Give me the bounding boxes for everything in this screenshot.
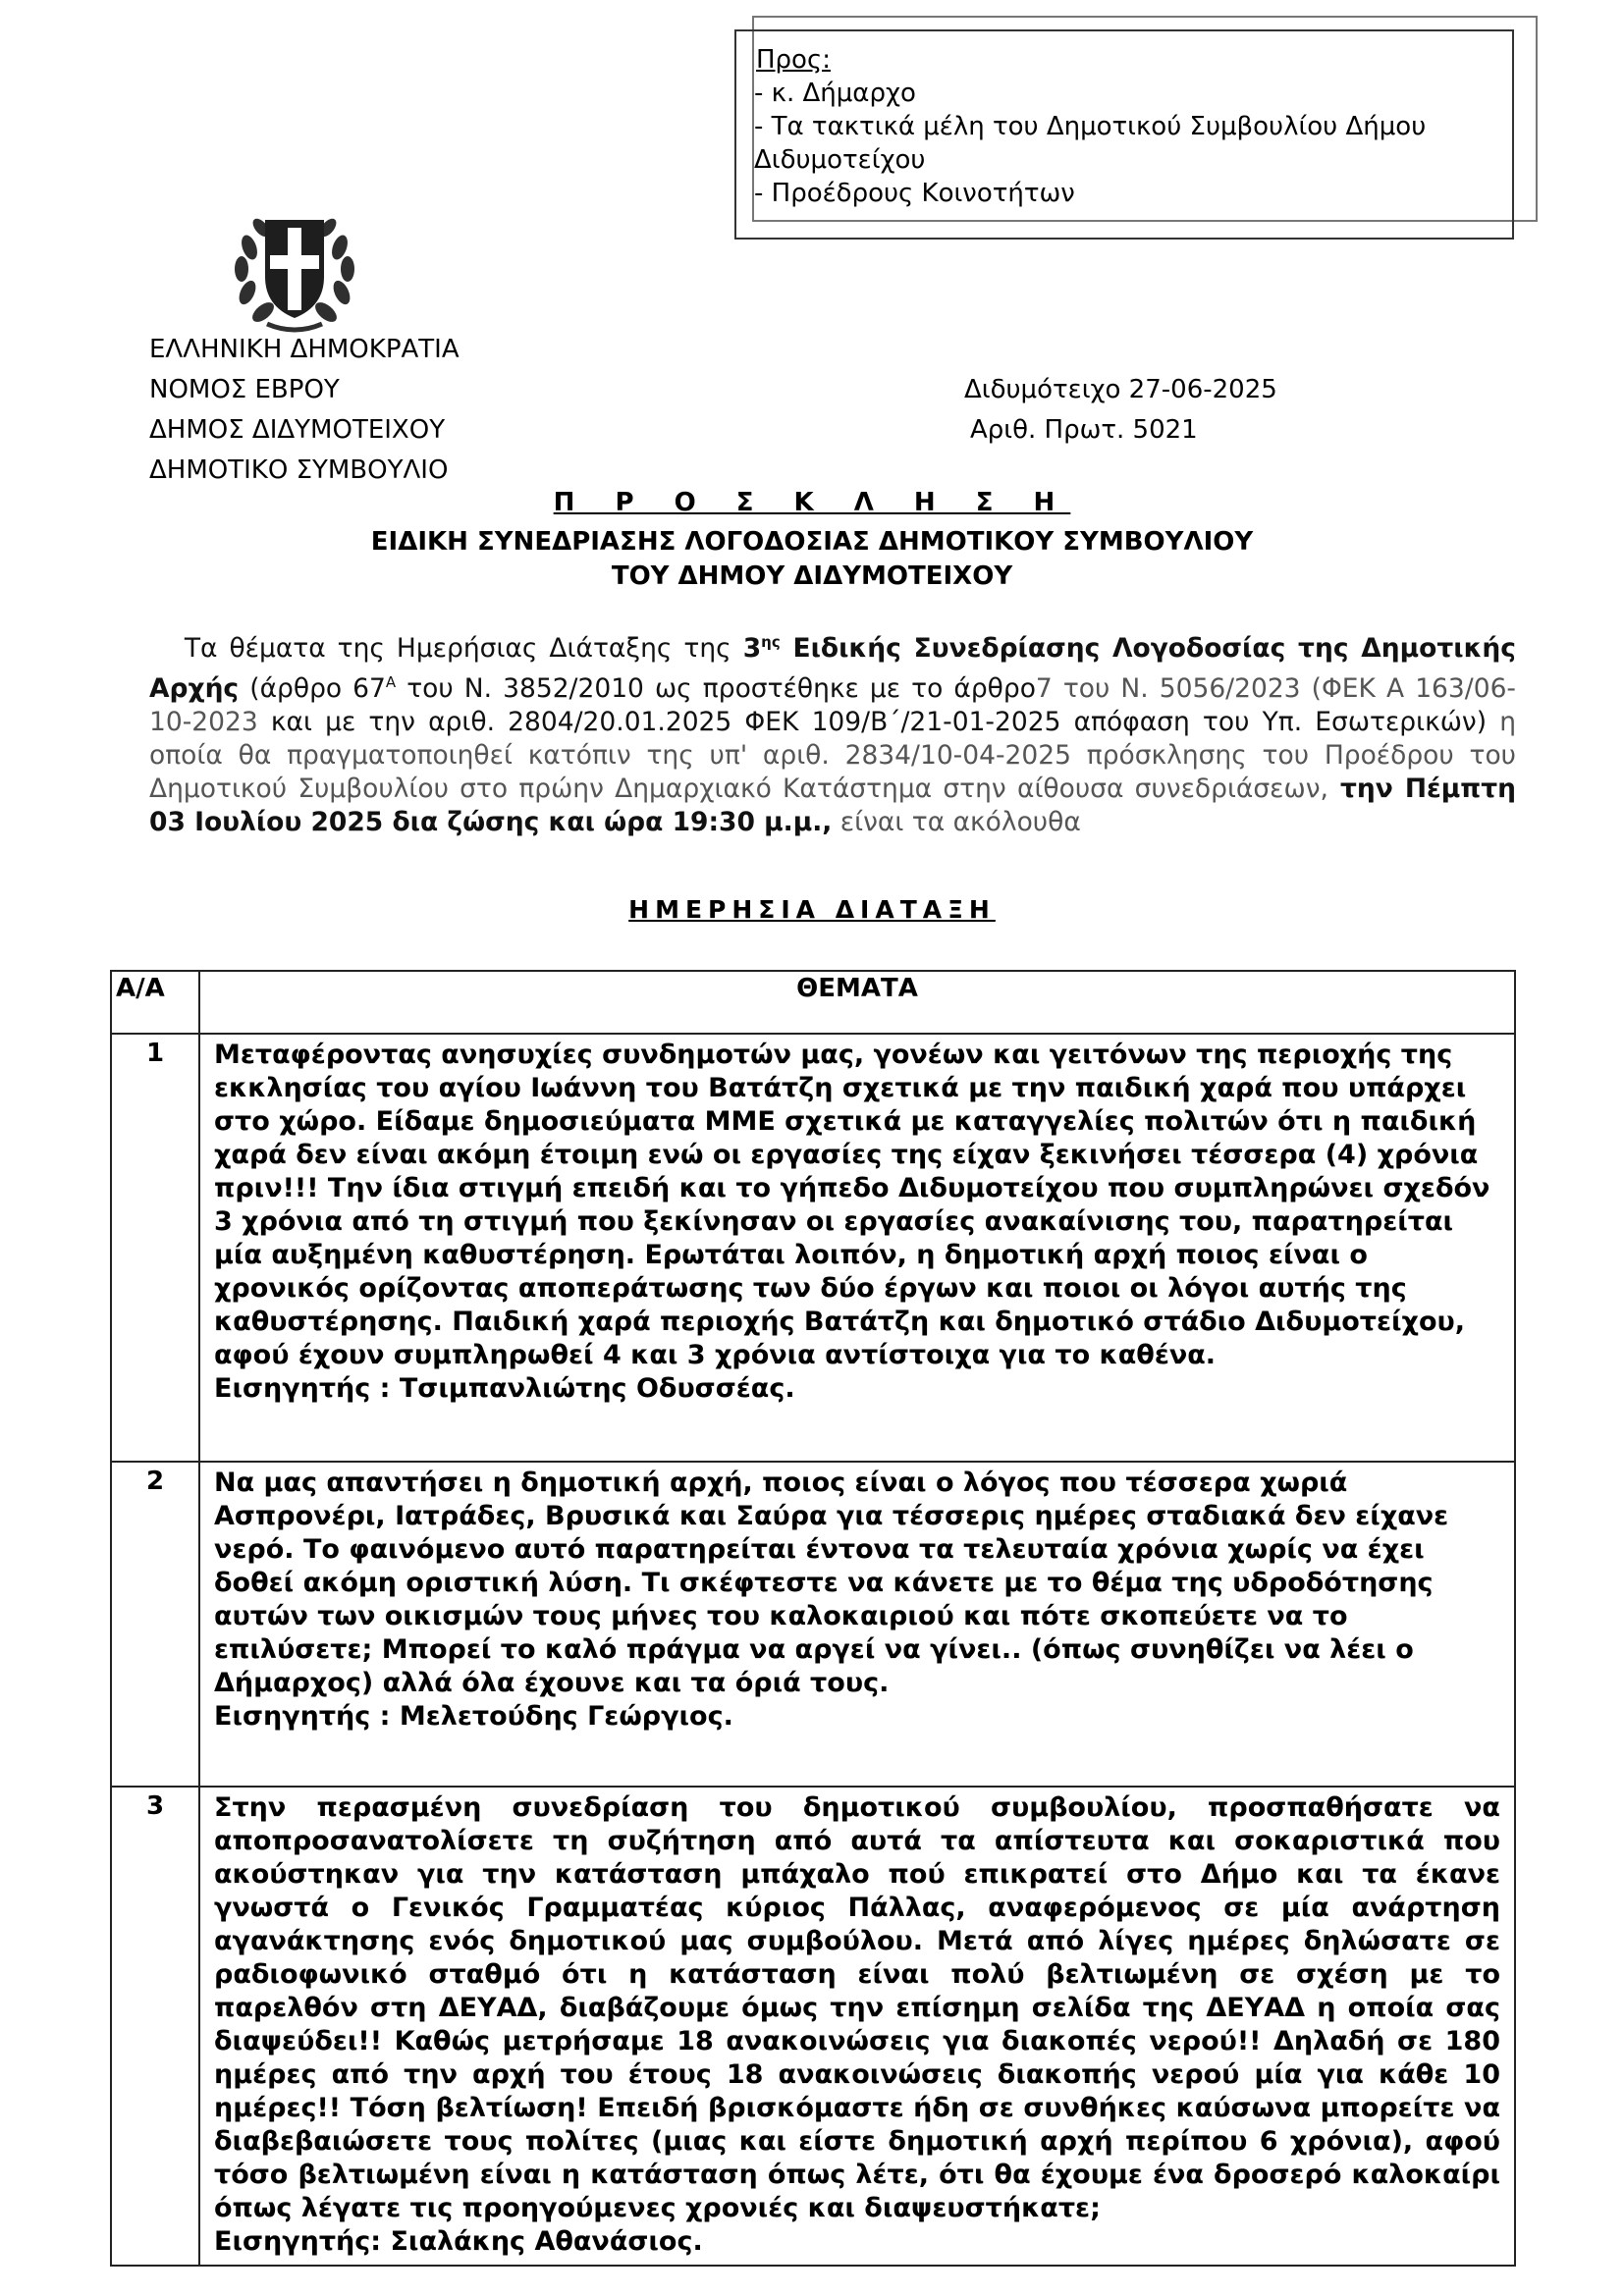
item-rapporteur: Εισηγητής : Τσιμπανλιώτης Οδυσσέας. — [214, 1373, 795, 1404]
table-row — [111, 1034, 1515, 1462]
document-subtitle-2: ΤΟΥ ΔΗΜΟΥ ΔΙΔΥΜΟΤΕΙΧΟΥ — [611, 561, 1013, 591]
intro-article-suffix: Α — [385, 672, 397, 691]
intro-session-number: 3 — [742, 632, 762, 664]
intro-paragraph — [149, 625, 1516, 839]
item-text: Να μας απαντήσει η δημοτική αρχή, ποιος είναι ο λόγος που τέσσερα χωριά Ασπρονέρι, Ιατράδες, Βρυσικά και Σαύρα για τέσσερις ημέρες σταδιακά δεν είχανε νερό. Το φαινόμενο αυτό παρατηρείται έντονα τα τελευταία χρόνια χωρίς να έχει δοθεί ακόμη οριστική λύση. Τι σκέφτεστε να κάνετε με το θέμα της υδροδότησης αυτών των οικισμών τους μήνες του καλοκαιριού και πότε σκοπεύετε να το επιλύσετε; Μπορεί το καλό πράγμα να αργεί να γίνει.. (όπως συνηθίζει να λέει ο Δήμαρχος) αλλά όλα έχουνε και τα όριά τους. — [214, 1468, 1449, 1698]
item-number: 1 — [111, 1034, 199, 1462]
item-number: 3 — [111, 1787, 199, 2266]
issuer-line: ΝΟΜΟΣ ΕΒΡΟΥ — [149, 375, 340, 404]
issuer-line: ΕΛΛΗΝΙΚΗ ΔΗΜΟΚΡΑΤΙΑ — [149, 335, 460, 364]
item-topic — [199, 1462, 1515, 1787]
table-row — [111, 1462, 1515, 1787]
item-text: Μεταφέροντας ανησυχίες συνδημοτών μας, γονέων και γειτόνων της περιοχής της εκκλησίας του αγίου Ιωάννη του Βατάτζη σχετικά με την παιδική χαρά που υπάρχει στο χώρο. Είδαμε δημοσιεύματα ΜΜΕ σχετικά με καταγγελίες πολιτών ότι η παιδική χαρά δεν είναι ακόμη έτοιμη ενώ οι εργασίες της είχαν ξεκινήσει τέσσερα (4) χρόνια πριν!!! Την ίδια στιγμή επειδή και το γήπεδο Διδυμοτείχου που συμπληρώνει σχεδόν 3 χρόνια από τη στιγμή που ξεκίνησαν οι εργασίες ανακαίνισης του, παρατηρείται μία αυξημένη καθυστέρηση. Ερωτάται λοιπόν, η δημοτική αρχή ποιος είναι ο χρονικός ορίζοντας αποπεράτωσης των δύο έργων και ποιοι οι λόγοι αυτής της καθυστέρησης. Παιδική χαρά περιοχής Βατάτζη και δημοτικό στάδιο Διδυμοτείχου, αφού έχουν συμπληρωθεί 4 και 3 χρόνια αντίστοιχα για το καθένα. — [214, 1040, 1490, 1370]
recipients-heading: Προς: — [756, 45, 831, 75]
recipient-line: - Προέδρους Κοινοτήτων — [754, 179, 1075, 208]
intro-ordinal: ης — [761, 633, 781, 651]
greek-coat-of-arms-icon — [228, 208, 361, 334]
item-topic — [199, 1034, 1515, 1462]
item-rapporteur: Εισηγητής: Σιαλάκης Αθανάσιος. — [214, 2226, 703, 2257]
recipient-line: - κ. Δήμαρχο — [754, 79, 916, 108]
intro-meeting-datetime: την Πέμπτη 03 Ιουλίου 2025 δια ζώσης και ώρα 19:30 μ.μ., — [149, 773, 1517, 837]
intro-law-reference: 7 του Ν. 5056/2023 (ΦΕΚ Α 163/06-10-2023 — [149, 672, 1516, 737]
intro-text: Τα θέματα της Ημερήσιας Διάταξης της — [184, 632, 743, 664]
intro-text: (άρθρο 67 — [239, 672, 386, 704]
protocol-number: Αριθ. Πρωτ. 5021 — [970, 415, 1198, 445]
document-title: Π Ρ Ο Σ Κ Λ Η Σ Η — [553, 488, 1071, 517]
item-rapporteur: Εισηγητής : Μελετούδης Γεώργιος. — [214, 1701, 733, 1732]
intro-text: είναι τα ακόλουθα — [832, 806, 1081, 837]
issuer-line: ΔΗΜΟΤΙΚΟ ΣΥΜΒΟΥΛΙΟ — [149, 455, 449, 485]
item-number: 2 — [111, 1462, 199, 1787]
table-header-row — [111, 971, 1515, 1034]
place-date: Διδυμότειχο 27-06-2025 — [964, 375, 1277, 404]
intro-session-name: Ειδικής Συνεδρίασης Λογοδοσίας της Δημοτικής Αρχής — [149, 632, 1516, 704]
recipients-list — [754, 43, 1500, 210]
intro-text: του Ν. 3852/2010 ως προστέθηκε με το άρθρο — [396, 672, 1036, 704]
column-header-aa: Α/Α — [111, 971, 199, 1034]
table-row — [111, 1787, 1515, 2266]
intro-text: η οποία θα πραγματοποιηθεί κατόπιν της υπ' αριθ. 2834/10-04-2025 πρόσκλησης του Προέδρου του Δημοτικού Συμβουλίου στο πρώην Δημαρχιακό Κατάστημα στην αίθουσα συνεδριάσεων, — [149, 706, 1516, 804]
document-subtitle: ΕΙΔΙΚΗ ΣΥΝΕΔΡΙΑΣΗΣ ΛΟΓΟΔΟΣΙΑΣ ΔΗΜΟΤΙΚΟΥ ΣΥΜΒΟΥΛΙΟΥ — [370, 527, 1254, 557]
document-meta — [964, 370, 1277, 451]
column-header-topics: ΘΕΜΑΤΑ — [199, 971, 1515, 1034]
recipient-line: Διδυμοτείχου — [754, 145, 926, 175]
issuer-block — [149, 330, 460, 491]
recipient-line: - Τα τακτικά μέλη του Δημοτικού Συμβουλίου Δήμου — [754, 112, 1427, 141]
agenda-table — [110, 970, 1516, 2267]
item-topic — [199, 1787, 1515, 2266]
item-text: Στην περασμένη συνεδρίαση του δημοτικού συμβουλίου, προσπαθήσατε να αποπροσανατολίσετε τη συζήτηση από αυτά τα απίστευτα και σοκαριστικά που ακούστηκαν για την κατάσταση μπάχαλο πού επικρατεί στο Δήμο και τα έκανε γνωστά ο Γενικός Γραμματέας κύριος Πάλλας, αναφερόμενος σε μία ανάρτηση αγανάκτησης ενός δημοτικού μας συμβούλου. Μετά από λίγες ημέρες δηλώσατε σε ραδιοφωνικό σταθμό ότι η κατάσταση είναι πολύ βελτιωμένη σε σχέση με το παρελθόν στη ΔΕΥΑΔ, διαβάζουμε όμως την επίσημη σελίδα της ΔΕΥΑΔ η οποία σας διαψεύδει!! Καθώς μετρήσαμε 18 ανακοινώσεις για διακοπές νερού!! Δηλαδή σε 180 ημέρες από την αρχή του έτους 18 ανακοινώσεις διακοπής νερού μία για κάθε 10 ημέρες!! Τόση βελτίωση! Επειδή βρισκόμαστε ήδη σε συνθήκες καύσωνα μπορείτε να διαβεβαιώσετε τους πολίτες (μιας και είστε δημοτική αρχή περίπου 6 χρόνια), αφού τόσο βελτιωμένη είναι η κατάσταση όπως λέτε, ότι θα έχουμε ένα δροσερό καλοκαίρι όπως λέγατε τις προηγούμενες χρονιές και διαψευστήκατε; — [214, 1792, 1500, 2223]
intro-text: και με την αριθ. 2804/20.01.2025 ΦΕΚ 109/Β΄/21-01-2025 απόφαση του Υπ. Εσωτερικών) — [257, 706, 1488, 737]
agenda-title: ΗΜΕΡΗΣΙΑ ΔΙΑΤΑΞΗ — [628, 895, 996, 924]
issuer-line: ΔΗΜΟΣ ΔΙΔΥΜΟΤΕΙΧΟΥ — [149, 415, 446, 445]
